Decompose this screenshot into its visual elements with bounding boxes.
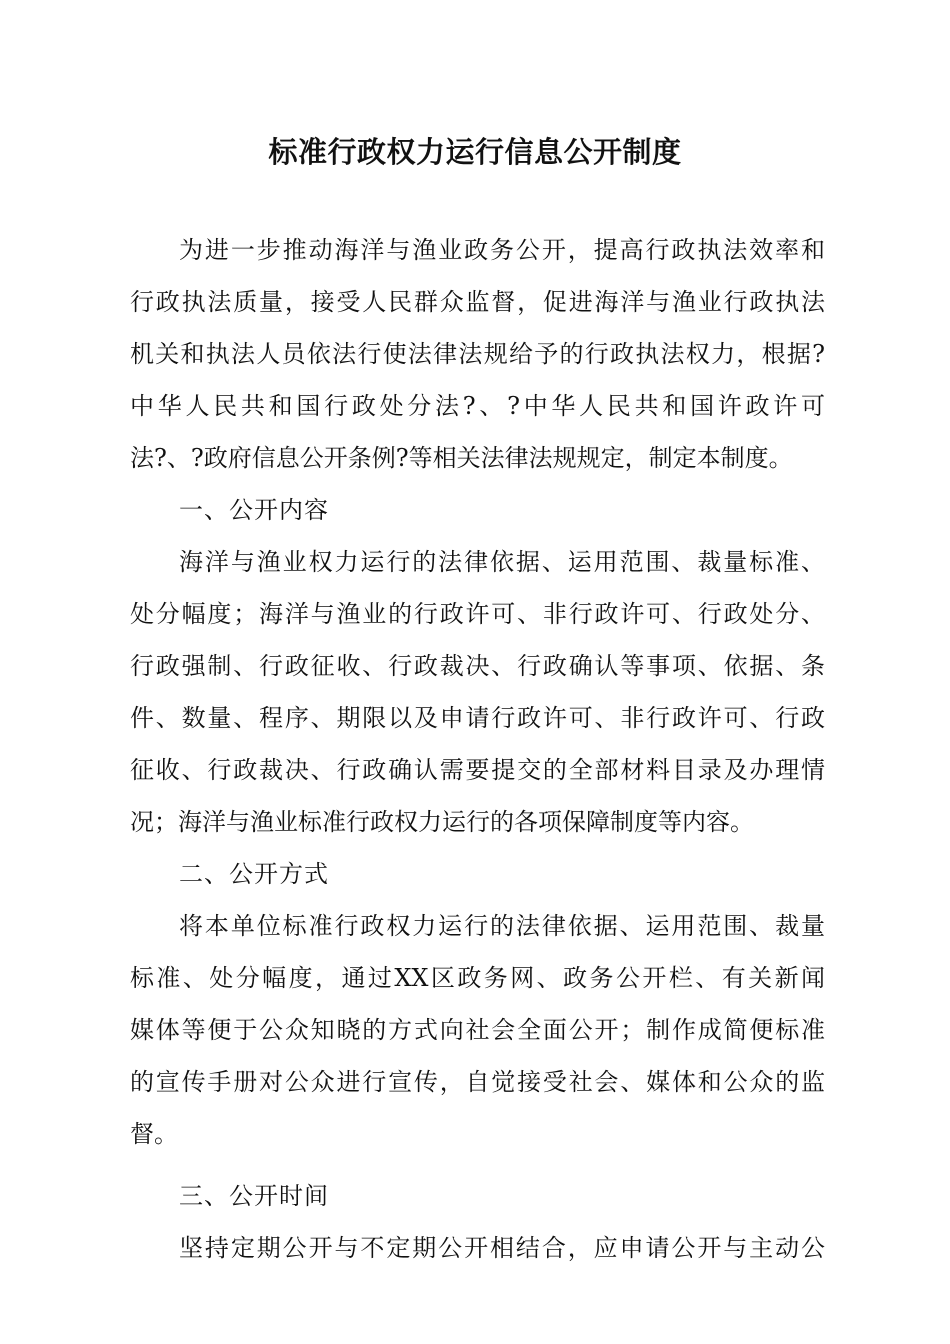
section-method-paragraph <box>130 900 825 1160</box>
section-time-paragraph <box>130 1222 825 1274</box>
section-heading-content: 一、公开内容 <box>179 496 329 524</box>
paragraph-line: 中华人民共和国行政处分法?、?中华人民共和国许政许可 <box>130 392 825 420</box>
paragraph-line: 坚持定期公开与不定期公开相结合，应申请公开与主动公 <box>179 1234 825 1262</box>
paragraph-line: 行政强制、行政征收、行政裁决、行政确认等事项、依据、条 <box>130 652 825 680</box>
paragraph-line: 将本单位标准行政权力运行的法律依据、运用范围、裁量 <box>179 912 825 940</box>
document-title: 标准行政权力运行信息公开制度 <box>268 135 682 169</box>
paragraph-line: 海洋与渔业权力运行的法律依据、运用范围、裁量标准、 <box>179 548 825 576</box>
paragraph-line: 标准、处分幅度，通过XX区政务网、政务公开栏、有关新闻 <box>130 964 825 992</box>
section-heading-time: 三、公开时间 <box>179 1182 329 1210</box>
paragraph-line: 的宣传手册对公众进行宣传，自觉接受社会、媒体和公众的监 <box>130 1068 825 1096</box>
paragraph-line: 件、数量、程序、期限以及申请行政许可、非行政许可、行政 <box>130 704 825 732</box>
paragraph-line: 督。 <box>130 1120 178 1148</box>
paragraph-line: 机关和执法人员依法行使法律法规给予的行政执法权力，根据? <box>130 340 825 368</box>
section-heading-method: 二、公开方式 <box>179 860 329 888</box>
paragraph-line: 况；海洋与渔业标准行政权力运行的各项保障制度等内容。 <box>130 808 754 836</box>
document-body <box>130 224 825 1274</box>
section-content-paragraph <box>130 536 825 848</box>
intro-paragraph <box>130 224 825 484</box>
paragraph-line: 处分幅度；海洋与渔业的行政许可、非行政许可、行政处分、 <box>130 600 825 628</box>
paragraph-line: 媒体等便于公众知晓的方式向社会全面公开；制作成简便标准 <box>130 1016 825 1044</box>
paragraph-line: 为进一步推动海洋与渔业政务公开，提高行政执法效率和 <box>179 236 825 264</box>
paragraph-line: 法?、?政府信息公开条例?等相关法律法规规定，制定本制度。 <box>130 444 793 472</box>
section-spacer <box>130 1160 825 1170</box>
paragraph-line: 征收、行政裁决、行政确认需要提交的全部材料目录及办理情 <box>130 756 825 784</box>
paragraph-line: 行政执法质量，接受人民群众监督，促进海洋与渔业行政执法 <box>130 288 825 316</box>
